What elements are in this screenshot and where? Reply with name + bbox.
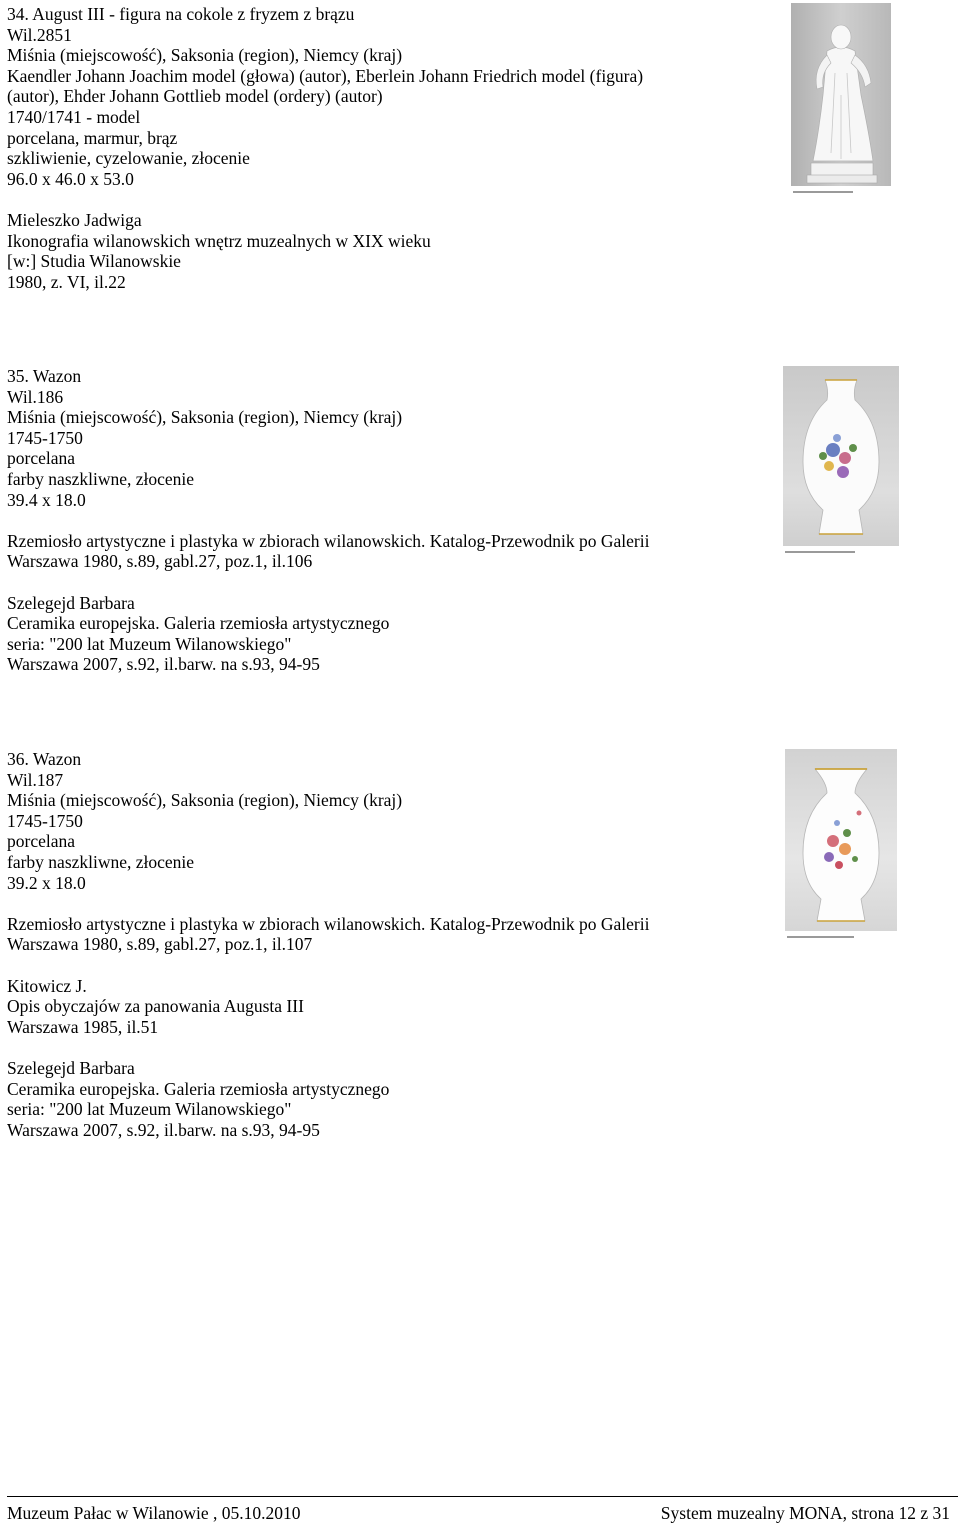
bibliography-title: Rzemiosło artystyczne i plastyka w zbiorach wilanowskich. Katalog-Przewodnik po Galerii — [7, 913, 650, 934]
footer-museum-date: Muzeum Pałac w Wilanowie , 05.10.2010 — [7, 1503, 301, 1523]
entry-title: 35. Wazon — [7, 366, 82, 386]
entry-title: 34. August III - figura na cokole z fryzem z brązu — [7, 4, 355, 24]
vase-icon — [783, 366, 899, 546]
material: porcelana — [7, 448, 76, 469]
bibliography-source: Warszawa 1985, il.51 — [7, 1016, 159, 1037]
spacer — [7, 955, 767, 976]
spacer — [7, 893, 767, 914]
dimensions: 39.4 x 18.0 — [7, 489, 86, 510]
catalog-entry-35 — [7, 366, 767, 675]
bibliography-title: Ceramika europejska. Galeria rzemiosła artystycznego — [7, 1078, 390, 1099]
material: porcelana — [7, 831, 76, 852]
dating: 1740/1741 - model — [7, 106, 141, 127]
spacer — [7, 189, 767, 210]
bibliography-source: Warszawa 2007, s.92, il.barw. na s.93, 94-95 — [7, 1119, 320, 1140]
dating: 1745-1750 — [7, 810, 83, 831]
bibliography-author: Mieleszko Jadwiga — [7, 209, 142, 230]
spacer — [7, 510, 767, 531]
bibliography-title: Opis obyczajów za panowania Augusta III — [7, 996, 304, 1017]
bibliography-author: Szelegejd Barbara — [7, 1057, 135, 1078]
technique: farby naszkliwne, złocenie — [7, 468, 195, 489]
vase-photo — [785, 749, 897, 941]
catalog-entry-34 — [7, 4, 767, 292]
bibliography-title: Ikonografia wilanowskich wnętrz muzealnych w XIX wieku — [7, 230, 431, 251]
footer-divider — [7, 1496, 958, 1497]
bibliography-series: seria: "200 lat Muzeum Wilanowskiego" — [7, 1099, 292, 1120]
authors-continued: (autor), Ehder Johann Gottlieb model (ordery) (autor) — [7, 86, 383, 107]
inventory-number: Wil.187 — [7, 769, 64, 790]
inventory-number: Wil.2851 — [7, 24, 72, 45]
statue-photo — [791, 3, 891, 196]
vase-photo — [783, 366, 899, 556]
spacer — [7, 1037, 767, 1058]
bibliography-source: Warszawa 2007, s.92, il.barw. na s.93, 94-95 — [7, 654, 320, 675]
vase-icon — [785, 749, 897, 931]
footer-page-info: System muzealny MONA, strona 12 z 31 — [660, 1503, 950, 1523]
dimensions: 39.2 x 18.0 — [7, 872, 86, 893]
technique: szkliwienie, cyzelowanie, złocenie — [7, 148, 250, 169]
bibliography-series: seria: "200 lat Muzeum Wilanowskiego" — [7, 633, 292, 654]
bibliography-source: Warszawa 1980, s.89, gabl.27, poz.1, il.107 — [7, 934, 313, 955]
dimensions: 96.0 x 46.0 x 53.0 — [7, 168, 134, 189]
entry-title: 36. Wazon — [7, 749, 82, 769]
spacer — [7, 572, 767, 593]
place-of-origin: Miśnia (miejscowość), Saksonia (region), Niemcy (kraj) — [7, 407, 403, 428]
dating: 1745-1750 — [7, 427, 83, 448]
bibliography-source: Warszawa 1980, s.89, gabl.27, poz.1, il.106 — [7, 551, 313, 572]
bibliography-title: Ceramika europejska. Galeria rzemiosła artystycznego — [7, 613, 390, 634]
bibliography-author: Kitowicz J. — [7, 975, 87, 996]
bibliography-title: Rzemiosło artystyczne i plastyka w zbiorach wilanowskich. Katalog-Przewodnik po Galerii — [7, 530, 650, 551]
bibliography-source: [w:] Studia Wilanowskie — [7, 251, 181, 272]
technique: farby naszkliwne, złocenie — [7, 851, 195, 872]
bibliography-author: Szelegejd Barbara — [7, 592, 135, 613]
statue-figure-icon — [791, 3, 891, 186]
place-of-origin: Miśnia (miejscowość), Saksonia (region), Niemcy (kraj) — [7, 790, 403, 811]
inventory-number: Wil.186 — [7, 386, 64, 407]
authors: Kaendler Johann Joachim model (głowa) (autor), Eberlein Johann Friedrich model (figura) — [7, 65, 644, 86]
catalog-entry-36 — [7, 749, 767, 1140]
bibliography-year: 1980, z. VI, il.22 — [7, 271, 126, 292]
place-of-origin: Miśnia (miejscowość), Saksonia (region), Niemcy (kraj) — [7, 45, 403, 66]
material: porcelana, marmur, brąz — [7, 127, 178, 148]
